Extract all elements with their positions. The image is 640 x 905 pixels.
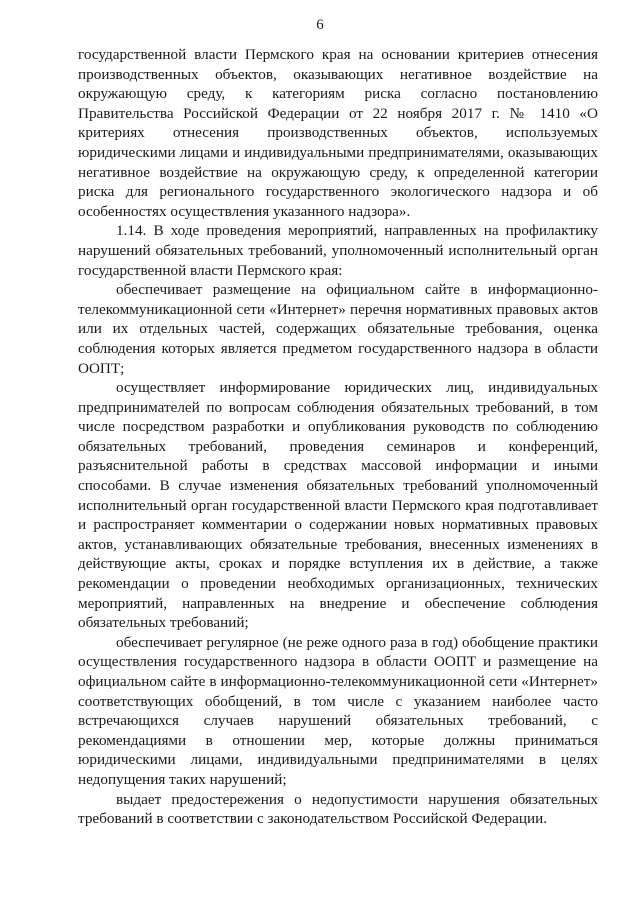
paragraph-publishing: обеспечивает размещение на официальном сайте в информационно-телекоммуникационной сети «Интернет» перечня нормативных правовых актов или их отдельных частей, содержащих обязательные требования, оценка соблюдения которых является предметом государственного надзора в области ООПТ; <box>78 281 598 377</box>
paragraph-generalization: обеспечивает регулярное (не реже одного раза в год) обобщение практики осуществления государственного надзора в области ООПТ и размещение на официальном сайте в информационно-телекоммуникационной сети «Интернет» соответствующих обобщений, в том числе с указанием наиболее часто встречающихся случаев нарушений обязательных требований, с рекомендациями в отношении мер, которые должны приниматься юридическими лицами, индивидуальными предпринимателями в целях недопущения таких нарушений; <box>78 633 598 788</box>
document-body <box>78 45 598 829</box>
paragraph-continuation: государственной власти Пермского края на основании критериев отнесения производственных объектов, оказывающих негативное воздействие на окружающую среду, к категориям риска согласно постановлению Правительства Российской Федерации от 22 ноября 2017 г. № 1410 «О критериях отнесения производственных объектов, используемых юридическими лицами и индивидуальными предпринимателями, оказывающих негативное воздействие на окружающую среду, к определенной категории риска для регионального государственного экологического надзора и об особенностях осуществления указанного надзора». <box>78 46 598 220</box>
page-number: 6 <box>316 17 324 33</box>
paragraph-warnings: выдает предостережения о недопустимости нарушения обязательных требований в соответствии с законодательством Российской Федерации. <box>78 790 598 828</box>
paragraph-1-14: 1.14. В ходе проведения мероприятий, направленных на профилактику нарушений обязательных требований, уполномоченный исполнительный орган государственной власти Пермского края: <box>78 222 598 279</box>
paragraph-informing: осуществляет информирование юридических лиц, индивидуальных предпринимателей по вопросам соблюдения обязательных требований, в том числе посредством разработки и опубликования руководств по соблюдению обязательных требований, проведения семинаров и конференций, разъяснительной работы в средствах массовой информации и иными способами. В случае изменения обязательных требований уполномоченный исполнительный орган государственной власти Пермского края подготавливает и распространяет комментарии о содержании новых нормативных правовых актов, устанавливающих обязательные требования, внесенных изменениях в действующие акты, сроках и порядке вступления их в действие, а также рекомендации о проведении необходимых организационных, технических мероприятий, направленных на внедрение и обеспечение соблюдения обязательных требований; <box>78 379 598 632</box>
